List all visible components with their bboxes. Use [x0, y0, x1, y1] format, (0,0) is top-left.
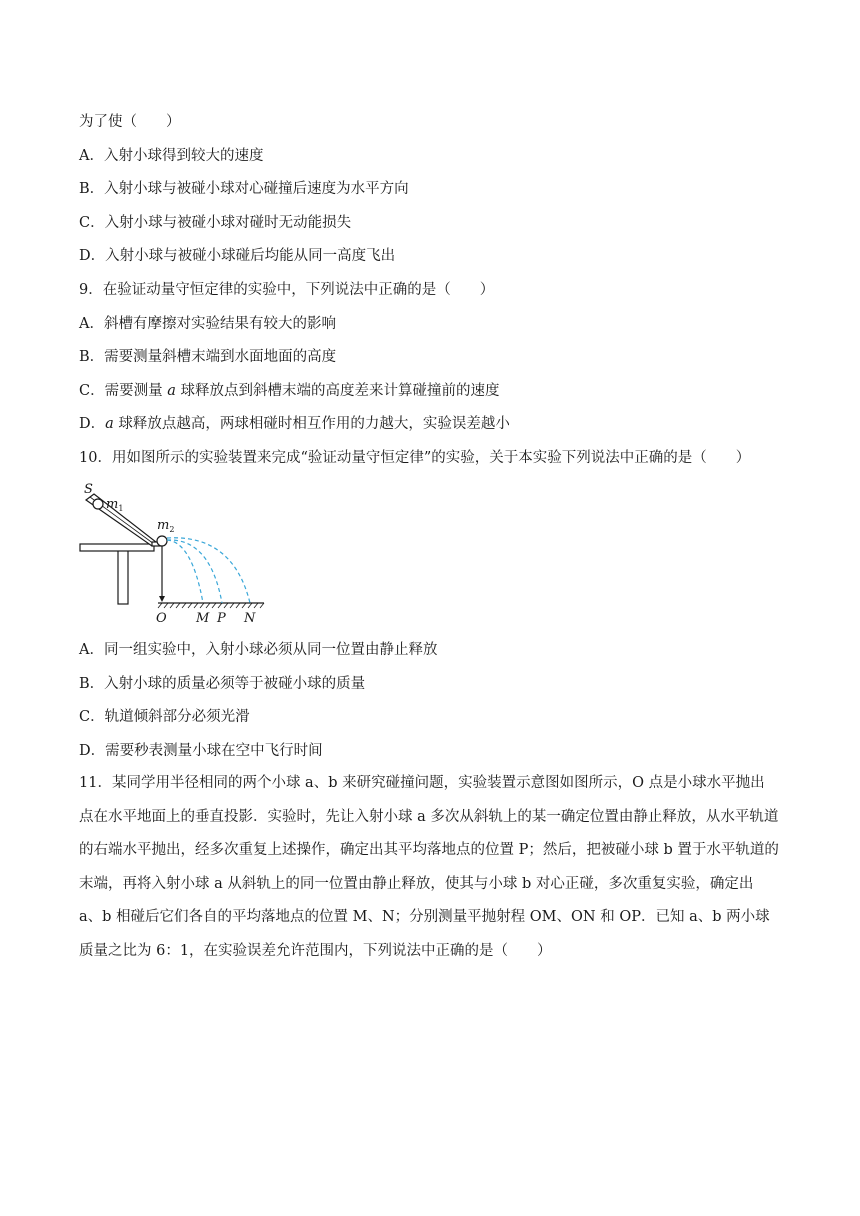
- q10-option-b: B．入射小球的质量必须等于被碰小球的质量: [79, 676, 366, 692]
- q10-apparatus-figure: [78, 480, 268, 626]
- trajectory-m: [167, 540, 203, 603]
- q10-option-c: C．轨道倾斜部分必须光滑: [79, 709, 250, 725]
- label-m2-sub: 2: [169, 525, 175, 534]
- ball-m1: [93, 499, 103, 509]
- label-m1-letter: m: [106, 497, 119, 512]
- q8-stem-tail: 为了使（ ）: [79, 114, 181, 130]
- q9-option-d: [79, 414, 510, 434]
- ball-m2: [157, 536, 167, 546]
- q9-option-c-pre: C．需要测量: [79, 383, 168, 399]
- q9-option-c: [79, 381, 499, 401]
- label-m2: [157, 518, 174, 534]
- q9-option-d-post: 球释放点越高，两球相碰时相互作用的力越大，实验误差越小: [113, 416, 510, 432]
- q8-option-c: C．入射小球与被碰小球对碰时无动能损失: [79, 215, 352, 231]
- plumb-arrow: [159, 596, 165, 602]
- q11-stem: 11．某同学用半径相同的两个小球 a、b 来研究碰撞问题，实验装置示意图如图所示，O 点是小球水平抛出点在水平地面上的垂直投影．实验时，先让入射小球 a 多次从斜轨上的某一确定位置由静止释放，从水平轨道的右端水平抛出，经多次重复上述操作，确定出其平均落地点的位置 P；然后，把被碰小球 b 置于水平轨道的末端，再将入射小球 a 从斜轨上的同一位置由静止释放，使其与小球 b 对心正碰，多次重复实验，确定出 a、b 相碰后它们各自的平均落地点的位置 M、N；分别测量平抛射程 OM、ON 和 OP．已知 a、b 两小球质量之比为 6：1，在实验误差允许范围内，下列说法中正确的是（ ）: [79, 775, 779, 959]
- label-m1: [106, 497, 123, 513]
- trajectory-n: [167, 538, 250, 603]
- q8-option-d: D．入射小球与被碰小球碰后均能从同一高度飞出: [79, 248, 396, 264]
- q9-option-a: A．斜槽有摩擦对实验结果有较大的影响: [79, 316, 336, 332]
- q9-option-d-var: a: [105, 416, 114, 432]
- q10-option-d: D．需要秒表测量小球在空中飞行时间: [79, 743, 323, 759]
- q9-option-b: B．需要测量斜槽末端到水面地面的高度: [79, 349, 337, 365]
- q10-option-a: A．同一组实验中，入射小球必须从同一位置由静止释放: [79, 642, 438, 658]
- label-m: M: [196, 611, 210, 626]
- label-n: N: [244, 611, 256, 626]
- q9-option-c-var: a: [167, 383, 176, 399]
- label-s: S: [84, 482, 93, 497]
- ground-hatching: [158, 603, 264, 608]
- q8-option-b: B．入射小球与被碰小球对心碰撞后速度为水平方向: [79, 181, 409, 197]
- q10-stem: 10．用如图所示的实验装置来完成“验证动量守恒定律”的实验，关于本实验下列说法中正确的是（ ）: [79, 450, 751, 466]
- support-column: [118, 550, 128, 604]
- label-m2-letter: m: [157, 518, 170, 533]
- q8-option-a: A．入射小球得到较大的速度: [79, 148, 264, 164]
- q9-stem: 9．在验证动量守恒定律的实验中，下列说法中正确的是（ ）: [79, 282, 495, 298]
- label-o: O: [156, 611, 167, 626]
- tabletop: [80, 544, 154, 551]
- label-p: P: [217, 611, 226, 626]
- label-m1-sub: 1: [118, 504, 124, 513]
- q9-option-c-post: 球释放点到斜槽末端的高度差来计算碰撞前的速度: [175, 383, 500, 399]
- q9-option-d-pre: D．: [79, 416, 106, 432]
